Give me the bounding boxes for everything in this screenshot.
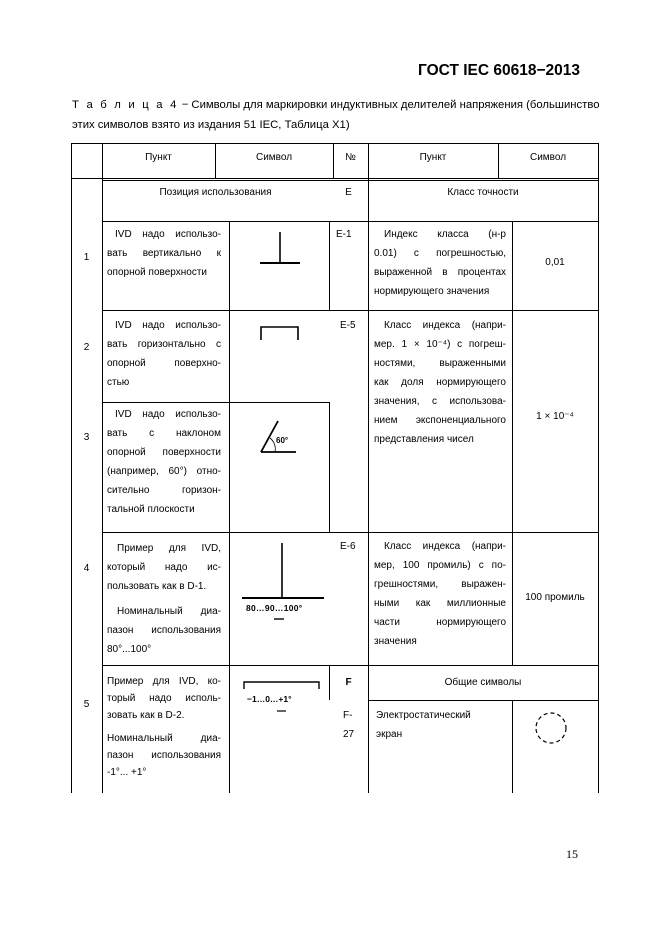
section-accuracy-class: Класс точности <box>447 187 519 198</box>
row-1-accuracy-symbol: 0,01 <box>545 257 565 268</box>
row-4-item: Пример для IVD, который надо ис- пользовать как в D-1. Номинальный диа- пазон использования 80°...100° <box>107 543 221 655</box>
col-header-item-2: Пункт <box>419 152 447 163</box>
horizontal-use-symbol <box>260 326 300 342</box>
row-number: 3 <box>83 432 90 443</box>
row-5-code: F- 27 <box>343 710 355 740</box>
row-number: 5 <box>83 699 90 710</box>
section-usage-position: Позиция использования <box>159 187 272 198</box>
table-word: Т а б л и ц а 4 <box>72 99 179 111</box>
section-usage-code: E <box>345 187 352 198</box>
row-number: 1 <box>83 252 90 263</box>
vertical-use-symbol <box>258 232 302 268</box>
table-caption <box>72 95 600 135</box>
row-1-accuracy-text: Индекс класса (н-р 0.01) с погрешностью, выраженной в процентах нормирующего значения <box>374 229 506 297</box>
page-number: 15 <box>566 847 578 861</box>
col-header-symbol: Символ <box>255 152 293 163</box>
inclined-angle-label: 60° <box>276 436 289 445</box>
row-5-item: Пример для IVD, ко- торый надо исполь- зовать как в D-2. Номинальный диа- пазон использования -1°... +1° <box>107 676 221 778</box>
col-header-symbol-2: Символ <box>529 152 567 163</box>
row-2-item: IVD надо использо- вать горизонтально с опорной поверхно- стью <box>107 320 221 388</box>
section-general-code: F <box>345 677 352 688</box>
range-80-100-label: 80…90…100° <box>246 603 303 613</box>
electrostatic-screen-icon <box>533 710 569 746</box>
row-5-general-text: Электростатический экран <box>376 710 471 740</box>
row-number: 4 <box>83 563 90 574</box>
row-2-code: E-5 <box>340 320 356 331</box>
range-minus1-plus1-label: −1…0…+1° <box>247 694 292 704</box>
table-title: − Символы для маркировки индуктивных делителей напряжения (большинство этих символов взято из издания 51 IEC, Таблица X1) <box>72 99 600 131</box>
row-2-accuracy-symbol: 1 × 10⁻⁴ <box>536 411 574 422</box>
row-number: 2 <box>83 342 90 353</box>
document-id: ГОСТ IEC 60618−2013 <box>418 62 581 79</box>
row-4-code: E-6 <box>340 541 356 552</box>
row-3-item: IVD надо использо- вать с наклоном опорной поверхности (например, 60°) отно- сительно горизон- тальной плоскости <box>107 409 221 515</box>
row-1-item: IVD надо использо- вать вертикально к опорной поверхности <box>107 229 221 278</box>
col-header-number: № <box>345 152 356 163</box>
row-1-code: E-1 <box>336 229 352 240</box>
row-4-accuracy-text: Класс индекса (напри- мер, 100 промиль) с по- грешностями, выражен- ными как миллионные части нормирующего значения <box>374 541 506 647</box>
row-2-accuracy-text: Класс индекса (напри- мер. 1 × 10⁻⁴) с погреш- ностями, выраженными как доля нормирующего значения, с использова- нием экспоненциального представления чисел <box>374 320 506 445</box>
col-header-item: Пункт <box>145 152 172 163</box>
row-4-accuracy-symbol: 100 промиль <box>525 592 585 603</box>
section-general-symbols: Общие символы <box>444 677 522 688</box>
